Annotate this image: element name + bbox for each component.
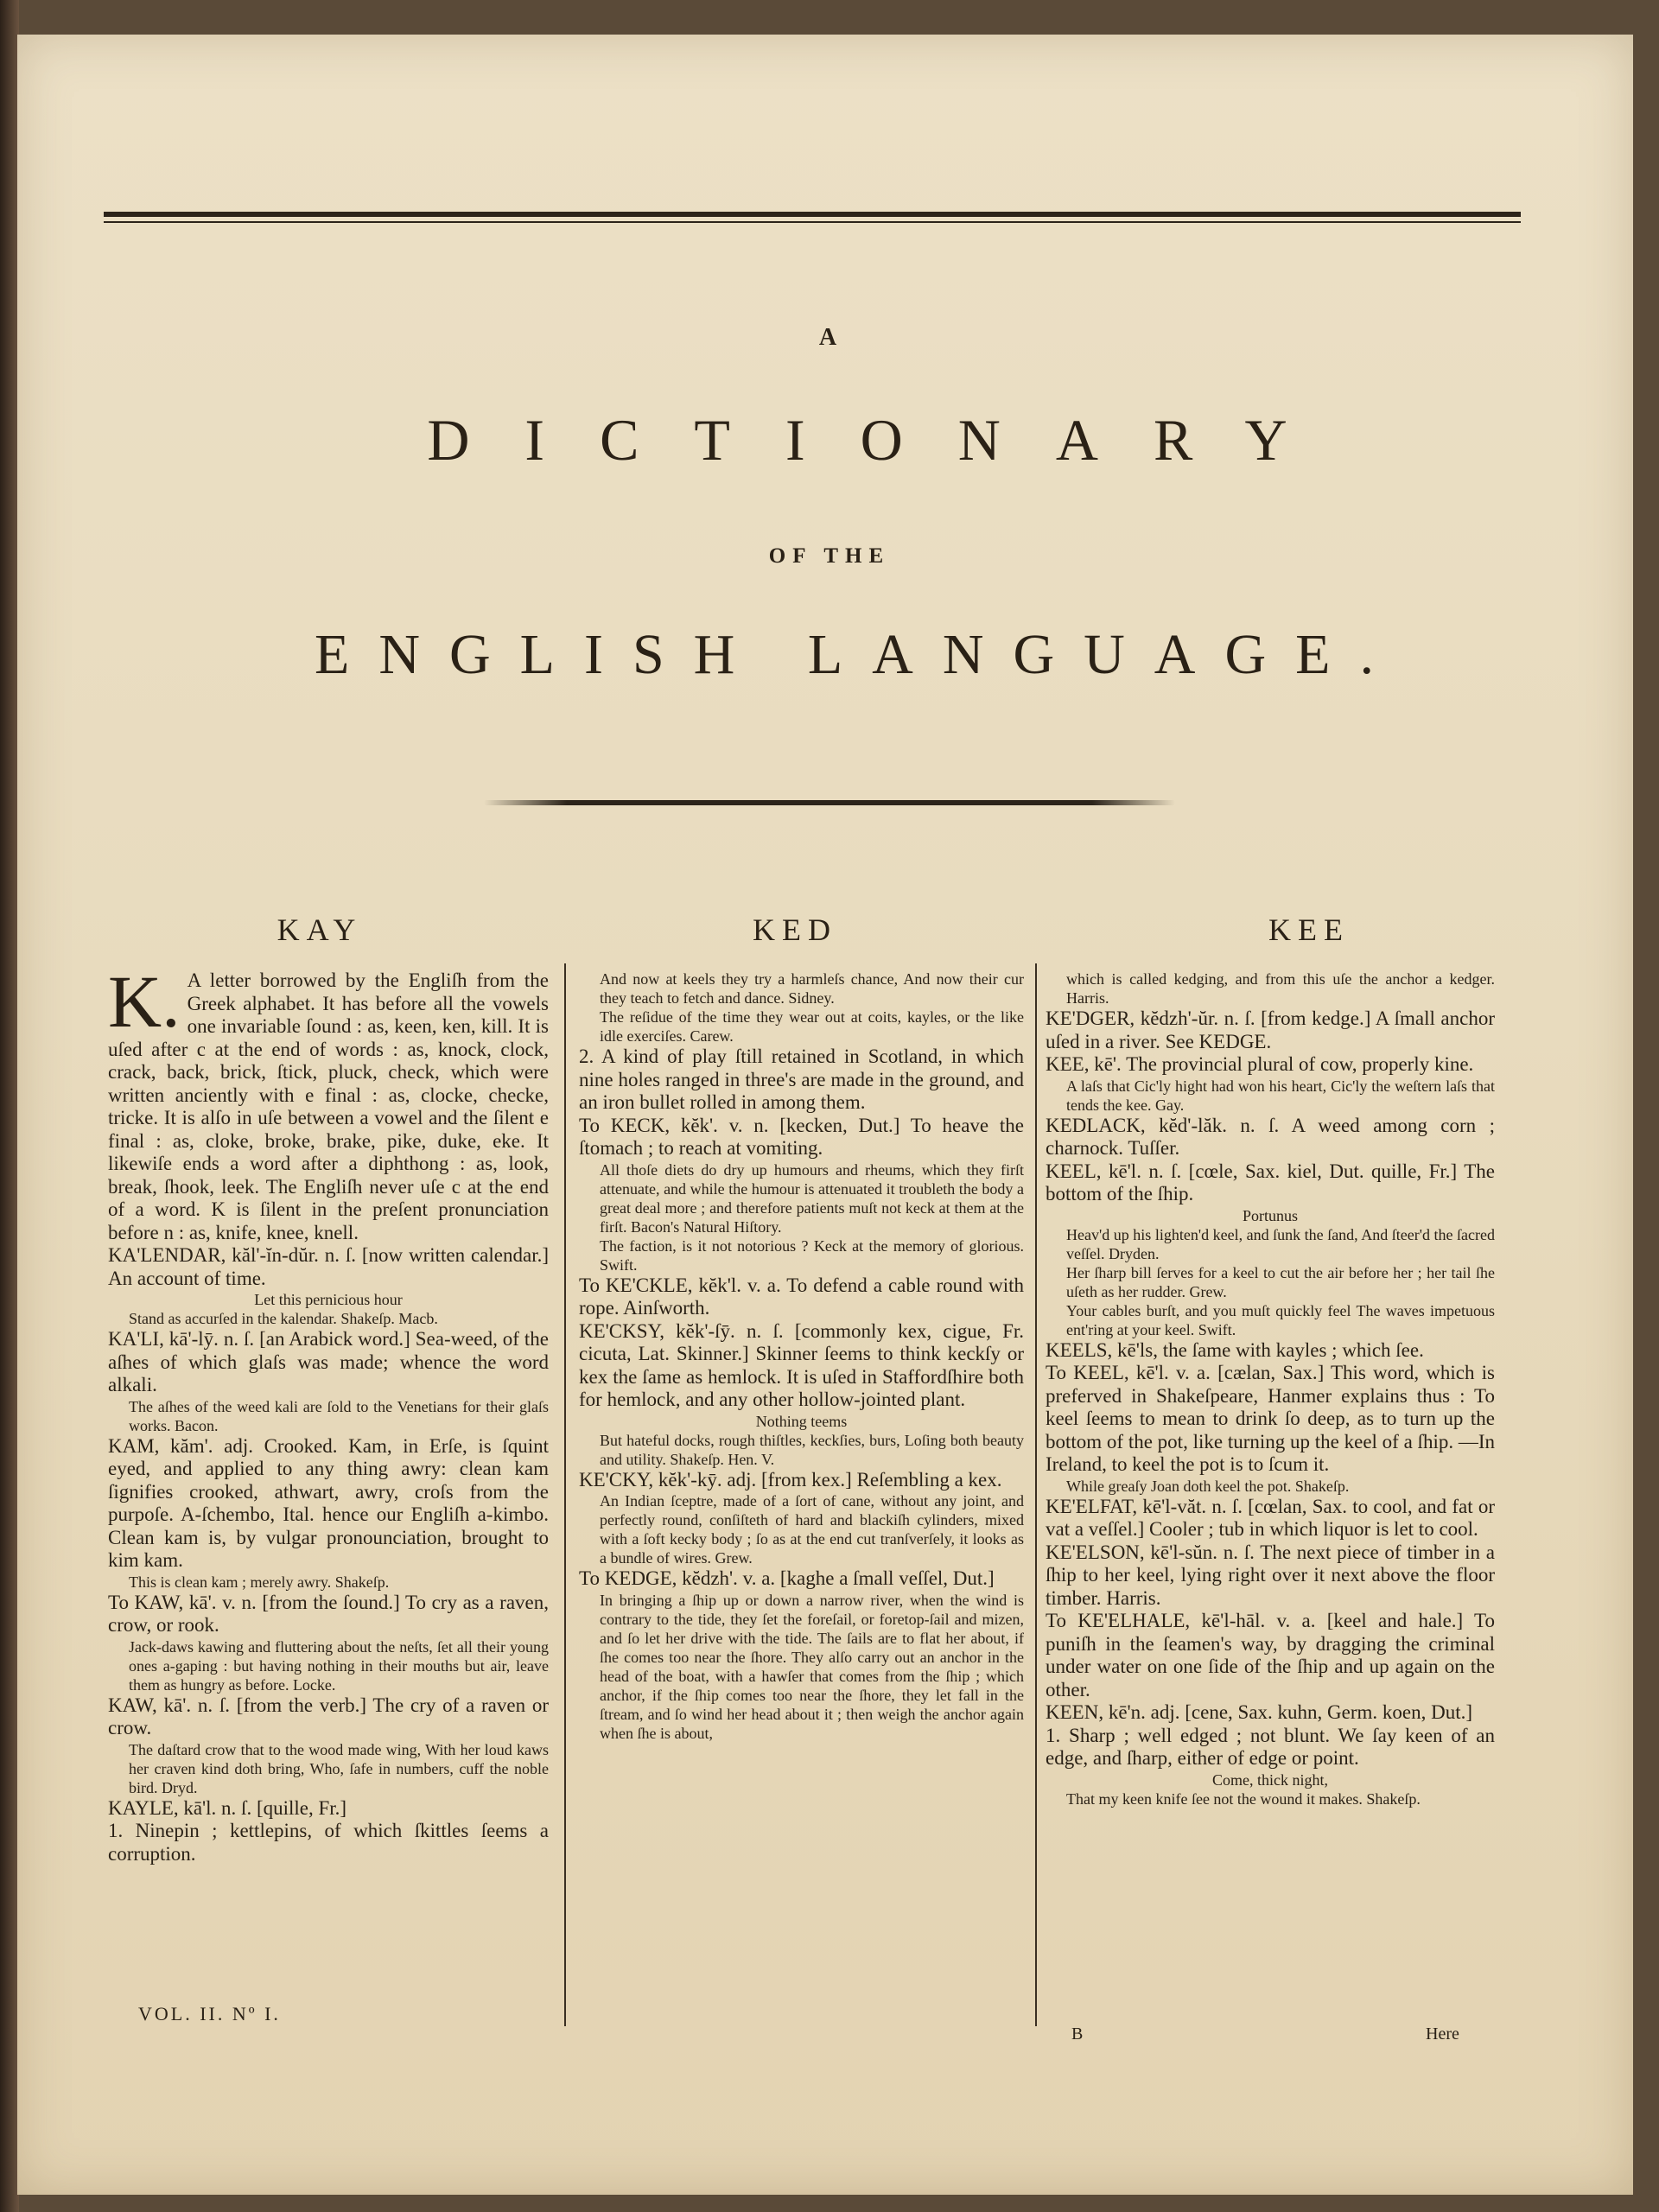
entry-paragraph: KAM, kăm'. adj. Crooked. Kam, in Erſe, is ſquint eyed, and applied to any thing awry: clean kam ſignifies crooked, athwart, awry, croſs from the purpoſe. A-ſchembo, Ital. hence our Engliſh a-kimbo. Clean kam is, by vulgar pronounciation, brought to kim kam. — [108, 1434, 549, 1571]
quotation: But hateful docks, rough thiſtles, keckſies, burs, Loſing both beauty and utility. Shakeſp. Hen. V. — [600, 1431, 1024, 1468]
quotation: The faction, is it not notorious ? Keck at the memory of glorious. Swift. — [600, 1236, 1024, 1274]
quotation: Portunus — [1242, 1206, 1298, 1224]
quotation: Nothing teems — [755, 1412, 848, 1430]
quotation: That my keen knife ſee not the wound it makes. Shakeſp. — [1066, 1789, 1421, 1808]
entry-paragraph: KEEL, kē'l. n. ſ. [cœle, Sax. kiel, Dut. quille, Fr.] The bottom of the ſhip. — [1046, 1160, 1495, 1205]
entry-paragraph: KAW, kā'. n. ſ. [from the verb.] The cry of a raven or crow. — [108, 1694, 549, 1738]
quotation: Stand as accurſed in the kalendar. Shakeſp. Macb. — [129, 1310, 438, 1327]
quotation: The aſhes of the weed kali are ſold to the Venetians for their glaſs works. Bacon. — [129, 1397, 549, 1434]
ornamental-rule — [484, 800, 1175, 805]
column-left — [108, 960, 549, 1866]
quotation: While greaſy Joan doth keel the pot. Shakeſp. — [1066, 1477, 1350, 1495]
quotation: which is called kedging, and from this uſe the anchor a kedger. Harris. — [1066, 970, 1495, 1007]
drop-cap: K. — [108, 960, 181, 1043]
quotation: In bringing a ſhip up or down a narrow river, when the wind is contrary to the tide, they ſet the foreſail, or foretop-ſail and mizen, and ſo let her drive with the tide. The ſails are to flat her about, if ſhe comes too near the ſhore. They alſo carry out an anchor in the head of the boat, with a hawſer that comes from the ſhip ; which anchor, if the ſhip comes too near the ſhore, they let fall in the ſtream, and ſo wind her head about it ; then weigh the anchor again when ſhe is about, — [600, 1591, 1024, 1742]
quotation: Jack-daws kawing and fluttering about the neſts, ſet all their young ones a-gaping : but having nothing in their mouths but air, leave them as hungry as before. Locke. — [129, 1637, 549, 1694]
entry-paragraph: 1. Ninepin ; kettlepins, of which ſkittles ſeems a corruption. — [108, 1820, 549, 1865]
title-article: A — [818, 324, 841, 351]
entry-text: A letter borrowed by the Engliſh from the Greek alphabet. It has before all the vowels one invariable ſound : as, keen, ken, kill. It is uſed after c at the end of words : as, knock, clock, crack, back, brick, ſtick, pluck, check, which were written anciently with e final : as, clocke, checke, tricke. It is alſo in uſe between a vowel and the ſilent e final : as, cloke, broke, brake, pike, duke, eke. It likewiſe ends a word after a diphthong : as, look, break, ſhook, leek. The Engliſh never uſe c at the end of a word. K is ſilent in the preſent pronunciation before n : as, knife, knee, knell. — [108, 969, 549, 1243]
entry-paragraph: To KECK, kĕk'. v. n. [kecken, Dut.] To heave the ſtomach ; to reach at vomiting. — [579, 1114, 1024, 1159]
quotation: A laſs that Cic'ly hight had won his heart, Cic'ly the weſtern laſs that tends the kee. Gay. — [1066, 1077, 1495, 1114]
quotation: The reſidue of the time they wear out at coits, kayles, or the like idle exerciſes. Carew. — [600, 1008, 1024, 1045]
column-right — [1046, 969, 1495, 1808]
entry-paragraph: To KE'CKLE, kĕk'l. v. a. To defend a cable round with rope. Ainſworth. — [579, 1274, 1024, 1319]
top-thin-rule — [104, 221, 1521, 223]
title-of-the: OF THE — [768, 544, 891, 568]
entry-paragraph: KE'ELSON, kē'l-sŭn. n. ſ. The next piece of timber in a ſhip to her keel, lying right over it next above the floor timber. Harris. — [1046, 1541, 1495, 1609]
title-dictionary: DICTIONARY — [427, 407, 1343, 473]
entry-paragraph: To KEEL, kē'l. v. a. [cælan, Sax.] This word, which is preferved in Shakeſpeare, Hanmer explains thus : To keel ſeems to mean to drink ſo deep, as to turn up the bottom of the pot, like turning up the keel of a ſhip. —In Ireland, to keel the pot is to ſcum it. — [1046, 1362, 1495, 1475]
entry-paragraph: 1. Sharp ; well edged ; not blunt. We ſay keen of an edge, and ſharp, either of edge or point. — [1046, 1724, 1495, 1769]
quotation: This is clean kam ; merely awry. Shakeſp. — [129, 1573, 390, 1591]
entry-paragraph: To KEDGE, kĕdzh'. v. a. [kaghe a ſmall veſſel, Dut.] — [579, 1567, 995, 1589]
title-english-language: ENGLISH LANGUAGE. — [315, 623, 1403, 686]
quotation: An Indian ſceptre, made of a ſort of cane, without any joint, and perfectly round, conſiſteth of hard and blackiſh cylinders, mixed with a ſoft kecky body ; ſo as at the end cut tranſverſely, it looks as a bundle of wires. Grew. — [600, 1492, 1024, 1567]
column-divider-left — [564, 963, 566, 2026]
entry-paragraph: KEELS, kē'ls, the ſame with kayles ; which ſee. — [1046, 1338, 1424, 1361]
column-head-right: KEE — [1268, 912, 1350, 947]
quotation: Her ſharp bill ſerves for a keel to cut the air before her ; her tail ſhe uſeth as her rudder. Grew. — [1066, 1263, 1495, 1300]
column-head-middle: KED — [753, 912, 837, 947]
entry-paragraph: KE'CKSY, kĕk'-ſȳ. n. ſ. [commonly kex, cigue, Fr. cicuta, Lat. Skinner.] Skinner ſeems to think keckſy or kex the ſame as hemlock. It is uſed in Staffordſhire both for hemlock, and any other hollow-jointed plant. — [579, 1319, 1024, 1410]
entry-paragraph: KEE, kē'. The provincial plural of cow, properly kine. — [1046, 1053, 1474, 1075]
entry-paragraph: KA'LI, kā'-lȳ. n. ſ. [an Arabick word.] Sea-weed, of the aſhes of which glaſs was made; whence the word alkali. — [108, 1328, 549, 1395]
entry-paragraph: KE'CKY, kĕk'-kȳ. adj. [from kex.] Reſembling a kex. — [579, 1468, 1002, 1491]
entry-paragraph: KEEN, kē'n. adj. [cene, Sax. kuhn, Germ. koen, Dut.] — [1046, 1701, 1473, 1723]
entry-paragraph: KE'ELFAT, kē'l-văt. n. ſ. [cœlan, Sax. to cool, and fat or vat a veſſel.] Cooler ; tub in which liquor is let to cool. — [1046, 1495, 1495, 1540]
column-head-left: KAY — [276, 912, 363, 947]
quotation: Come, thick night, — [1212, 1770, 1328, 1789]
entry-paragraph: KA'LENDAR, kăl'-ĭn-dŭr. n. ſ. [now written calendar.] An account of time. — [108, 1244, 549, 1289]
quotation: All thoſe diets do dry up humours and rheums, which they firſt attenuate, and while the humour is attenuated it troubleth the body a great deal more ; and therefore patients muſt not keck at them at the firſt. Bacon's Natural Hiſtory. — [600, 1160, 1024, 1236]
volume-signature: VOL. II. Nº I. — [138, 2003, 281, 2024]
entry-paragraph: To KAW, kā'. v. n. [from the ſound.] To cry as a raven, crow, or rook. — [108, 1591, 549, 1636]
quotation: The daſtard crow that to the wood made wing, With her loud kaws her craven kind doth bring, Who, ſafe in numbers, cuff the noble bird. Dryd. — [129, 1740, 549, 1796]
column-divider-right — [1035, 963, 1037, 2026]
quotation: Let this pernicious hour — [254, 1291, 403, 1308]
quotation: And now at keels they try a harmleſs chance, And now their cur they teach to fetch and dance. Sidney. — [600, 970, 1024, 1007]
entry-paragraph: KAYLE, kā'l. n. ſ. [quille, Fr.] — [108, 1796, 347, 1819]
entry-paragraph: KE'DGER, kĕdzh'-ŭr. n. ſ. [from kedge.] A ſmall anchor uſed in a river. See KEDGE. — [1046, 1007, 1495, 1052]
signature-mark: B — [1071, 2024, 1084, 2044]
quotation: Your cables burſt, and you muſt quickly feel The waves impetuous ent'ring at your keel. Swift. — [1066, 1301, 1495, 1338]
top-double-rule — [104, 212, 1521, 217]
quotation: Heav'd up his lighten'd keel, and ſunk the ſand, And ſteer'd the ſacred veſſel. Dryden. — [1066, 1225, 1495, 1262]
column-middle — [579, 969, 1024, 1743]
catchword: Here — [1426, 2024, 1459, 2044]
entry-paragraph: To KE'ELHALE, kē'l-hāl. v. a. [keel and hale.] To puniſh in the ſeamen's way, by dragging the criminal under water on one ſide of the ſhip and up again on the other. — [1046, 1610, 1495, 1700]
entry-paragraph: KEDLACK, kĕd'-lăk. n. ſ. A weed among corn ; charnock. Tuſſer. — [1046, 1114, 1495, 1159]
entry-paragraph: 2. A kind of play ſtill retained in Scotland, in which nine holes ranged in three's are made in the ground, and an iron bullet rolled in among them. — [579, 1046, 1024, 1113]
entry-paragraph — [108, 960, 549, 1244]
